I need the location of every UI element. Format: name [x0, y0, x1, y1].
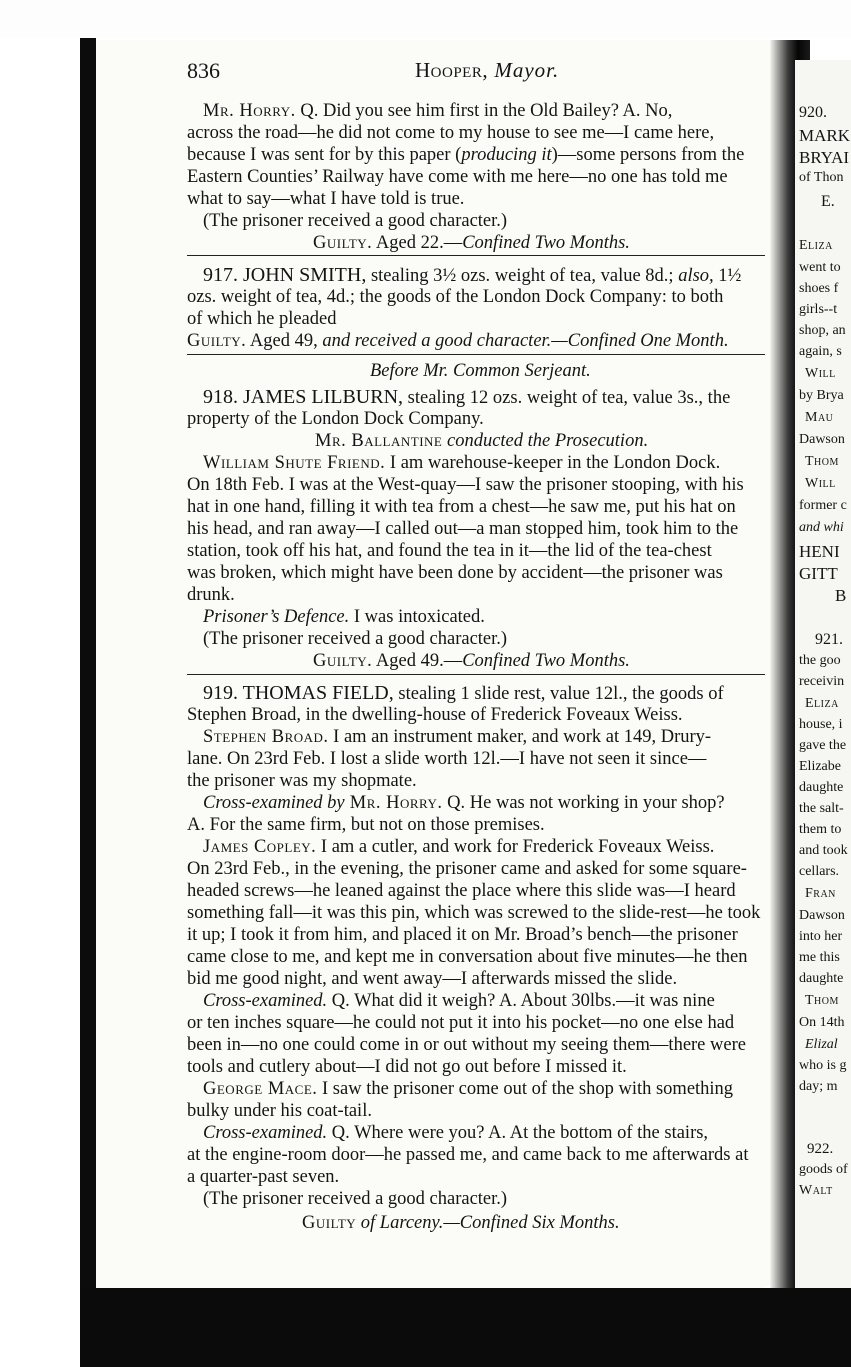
facing-line: Will [805, 476, 836, 491]
verdict-line: Guilty. Aged 22.—Confined Two Months. [313, 233, 630, 253]
text-line: of which he pleaded [187, 309, 337, 329]
scan-margin [0, 0, 851, 38]
facing-line: the goo [799, 653, 841, 668]
facing-line: Fran [805, 886, 836, 901]
page-header [187, 58, 765, 88]
facing-line: day; m [799, 1079, 838, 1094]
facing-line: receivin [799, 674, 845, 689]
facing-line: cellars. [799, 864, 840, 879]
case-heading: 919. THOMAS FIELD, stealing 1 slide rest, value 12l., the goods of [203, 682, 724, 704]
text-line: Mr. Ballantine conducted the Prosecution. [315, 431, 649, 451]
facing-line: and whi [799, 520, 844, 535]
running-title: Hooper, Mayor. [415, 58, 560, 82]
text-line: bid me good night, and went away—I afterwards missed the slide. [187, 969, 678, 989]
text-line: A. For the same firm, but not on those premises. [187, 815, 545, 835]
facing-line: Walt [799, 1183, 833, 1198]
facing-line: MARK [799, 126, 851, 145]
facing-line: of Thon [799, 170, 844, 185]
facing-line: B [835, 586, 847, 605]
facing-line: HENI [799, 542, 840, 561]
facing-line: shop, an [799, 323, 846, 338]
case-heading: 918. JAMES LILBURN, stealing 12 ozs. weight of tea, value 3s., the [203, 386, 731, 408]
book-edge-bottom [80, 1288, 851, 1367]
scan-margin-bottom [0, 1318, 80, 1367]
text-line: (The prisoner received a good character.) [203, 1189, 508, 1209]
facing-line: daughte [799, 780, 844, 795]
text-line: ozs. weight of tea, 4d.; the goods of the London Dock Company: to both [187, 287, 724, 307]
facing-line: me this [799, 950, 840, 965]
facing-line: 922. [807, 1141, 834, 1157]
text-line: because I was sent for by this paper (producing it)—some persons from the [187, 145, 745, 165]
text-line: been in—no one could come in or out without my seeing them—there were [187, 1035, 746, 1055]
text-line: Cross-examined. Q. Where were you? A. At the bottom of the stairs, [203, 1123, 709, 1143]
facing-line: the salt- [799, 801, 844, 816]
text-line: across the road—he did not come to my house to see me—I came here, [187, 123, 715, 143]
text-line: came close to me, and kept me in conversation about five minutes—he then [187, 947, 748, 967]
facing-line: goods of [799, 1162, 848, 1177]
verdict-line: Guilty. Aged 49, and received a good character.—Confined One Month. [187, 331, 729, 351]
facing-line: by Brya [799, 388, 844, 403]
facing-line: Dawson [799, 908, 845, 923]
facing-line: again, s [799, 344, 842, 359]
text-line: it up; I took it from him, and placed it on Mr. Broad’s bench—the prisoner [187, 925, 738, 945]
facing-line: Eliza [805, 696, 839, 711]
facing-line: and took [799, 843, 848, 858]
text-line: station, took off his hat, and found the tea in it—the lid of the tea-chest [187, 541, 712, 561]
facing-line: daughte [799, 971, 844, 986]
facing-line: girls--t [799, 302, 838, 317]
facing-line: went to [799, 260, 841, 275]
facing-line: gave the [799, 738, 847, 753]
facing-line: GITT [799, 564, 838, 583]
text-line: headed screws—he leaned against the place where this slide was—I heard [187, 881, 736, 901]
facing-line: Elizabe [799, 759, 841, 774]
text-line: hat in one hand, filling it with tea from a chest—he saw me, put his hat on [187, 497, 736, 517]
text-line: property of the London Dock Company. [187, 409, 484, 429]
text-line: or ten inches square—he could not put it into his pocket—no one else had [187, 1013, 735, 1033]
text-line: Stephen Broad, in the dwelling-house of Frederick Foveaux Weiss. [187, 705, 683, 725]
facing-line: who is g [799, 1058, 847, 1073]
facing-line: Mau [805, 410, 834, 425]
section-divider [187, 255, 765, 256]
text-line: On 23rd Feb., in the evening, the prisoner came and asked for some square- [187, 859, 747, 879]
facing-line: house, i [799, 717, 843, 732]
text-line: the prisoner was my shopmate. [187, 771, 417, 791]
book-edge-left [80, 38, 96, 1318]
facing-line: BRYAI [799, 148, 850, 167]
facing-line: into her [799, 929, 843, 944]
facing-line: former c [799, 498, 847, 513]
facing-line: 920. [799, 104, 827, 121]
facing-line: Will [805, 366, 836, 381]
text-line: (The prisoner received a good character.) [203, 211, 508, 231]
text-line: tools and cutlery about—I did not go out before I missed it. [187, 1057, 627, 1077]
court-heading: Before Mr. Common Serjeant. [370, 361, 591, 381]
text-line: Eastern Counties’ Railway have come with me here—no one has told me [187, 167, 728, 187]
facing-line: Thom [805, 454, 839, 469]
text-line: On 18th Feb. I was at the West-quay—I saw the prisoner stooping, with his [187, 475, 744, 495]
facing-page-fragment [795, 60, 851, 1288]
text-line: lane. On 23rd Feb. I lost a slide worth 12l.—I have not seen it since— [187, 749, 707, 769]
text-line: a quarter-past seven. [187, 1167, 340, 1187]
facing-line: On 14th [799, 1015, 845, 1030]
facing-line: 921. [815, 631, 843, 648]
text-line: was broken, which might have been done by accident—the prisoner was [187, 563, 723, 583]
text-line: (The prisoner received a good character.) [203, 629, 508, 649]
section-divider [187, 354, 765, 355]
text-line: drunk. [187, 585, 235, 605]
facing-line: shoes f [799, 281, 839, 296]
text-line: something fall—it was this pin, which was screwed to the slide-rest—he took [187, 903, 761, 923]
facing-line: them to [799, 822, 842, 837]
facing-line: Elizal [805, 1037, 838, 1052]
verdict-line: Guilty. Aged 49.—Confined Two Months. [313, 651, 630, 671]
facing-line: Eliza [799, 238, 833, 253]
text-line: his head, and ran away—I called out—a man stopped him, took him to the [187, 519, 739, 539]
facing-line: Thom [805, 993, 839, 1008]
text-line: what to say—what I have told is true. [187, 189, 465, 209]
verdict-line: Guilty of Larceny.—Confined Six Months. [302, 1213, 620, 1233]
text-line: Stephen Broad. I am an instrument maker, and work at 149, Drury- [203, 727, 712, 747]
facing-line: E. [821, 193, 835, 210]
text-line: Prisoner’s Defence. I was intoxicated. [203, 607, 485, 627]
section-divider [187, 674, 765, 675]
text-line: William Shute Friend. I am warehouse-keeper in the London Dock. [203, 453, 721, 473]
facing-line: Dawson [799, 432, 845, 447]
page-number: 836 [187, 58, 220, 83]
text-line: George Mace. I saw the prisoner come out of the shop with something [203, 1079, 734, 1099]
text-line: bulky under his coat-tail. [187, 1101, 372, 1121]
text-line: James Copley. I am a cutler, and work for Frederick Foveaux Weiss. [203, 837, 715, 857]
text-line: Mr. Horry. Q. Did you see him first in the Old Bailey? A. No, [203, 101, 673, 121]
text-line: Cross-examined. Q. What did it weigh? A. About 30lbs.—it was nine [203, 991, 715, 1011]
case-heading: 917. JOHN SMITH, stealing 3½ ozs. weight of tea, value 8d.; also, 1½ [203, 264, 742, 286]
text-line: at the engine-room door—he passed me, and came back to me afterwards at [187, 1145, 749, 1165]
text-line: Cross-examined by Mr. Horry. Q. He was not working in your shop? [203, 793, 725, 813]
